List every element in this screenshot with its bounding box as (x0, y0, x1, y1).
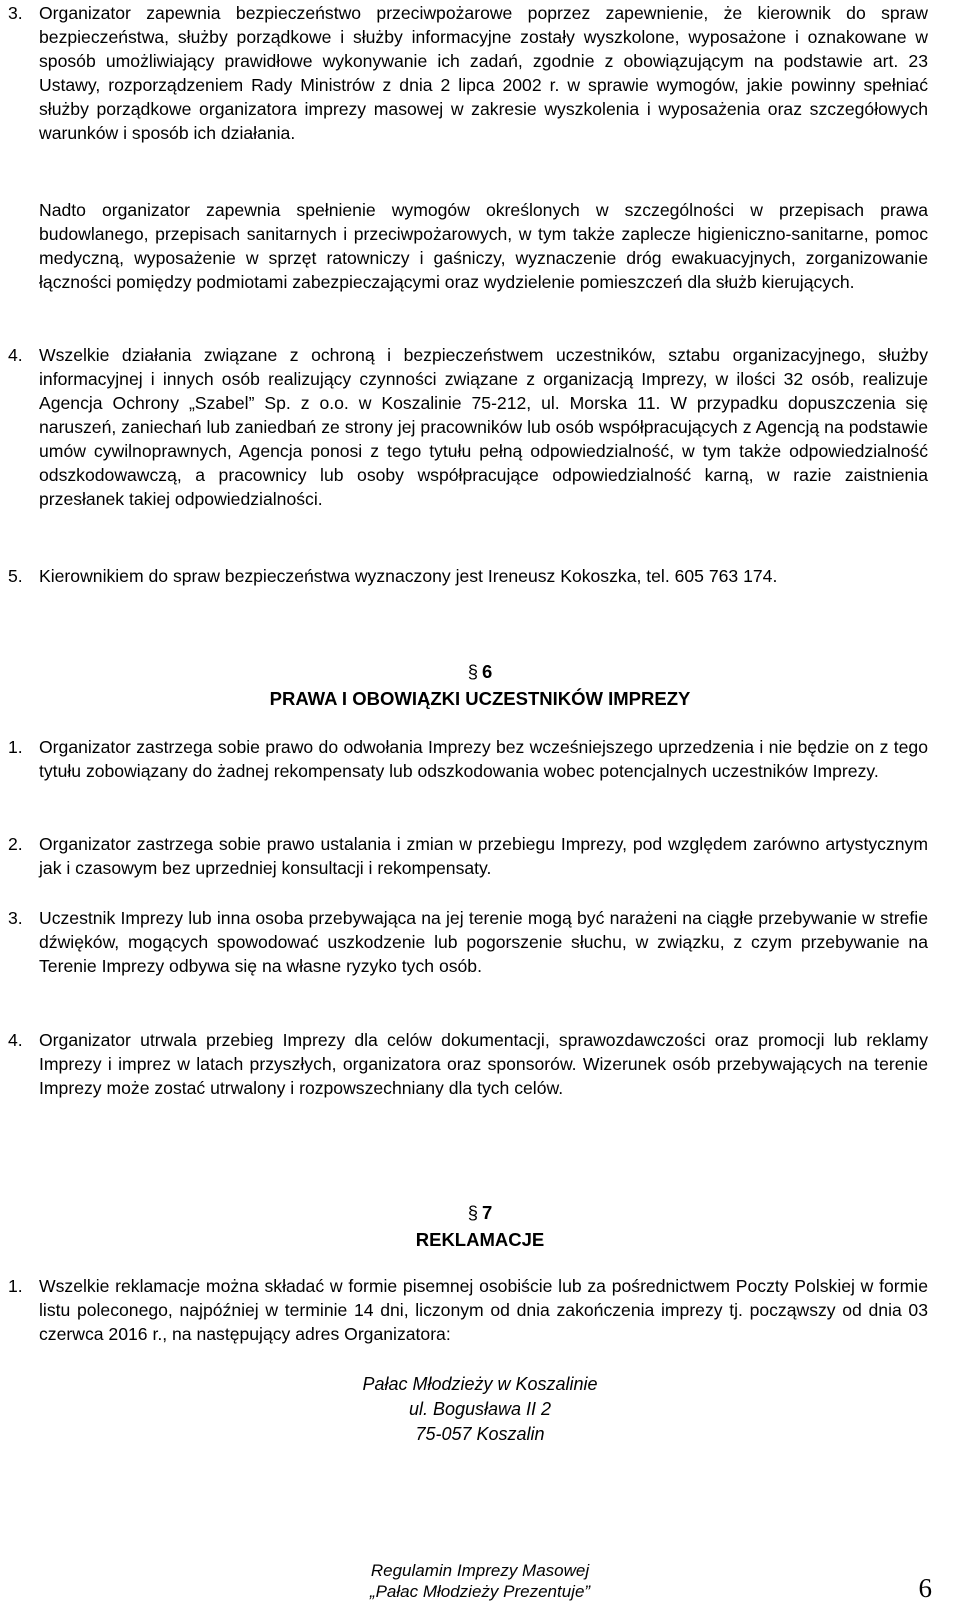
item-text: Kierownikiem do spraw bezpieczeństwa wyznaczony jest Ireneusz Kokoszka, tel. 605 763 174. (39, 566, 778, 586)
item-number: 3. (8, 3, 23, 23)
section-title: REKLAMACJE (415, 1229, 545, 1250)
list-item-3 (8, 1, 928, 145)
address-line: ul. Bogusława II 2 (408, 1399, 552, 1419)
paragraph: Nadto organizator zapewnia spełnienie wymogów określonych w szczególności w przepisach prawa budowlanego, przepisach sanitarnych i przeciwpożarowych, w tym także zaplecze higieniczno-sanitarne, pomoc medyczną, wyposażenie w sprzęt ratowniczy i gaśniczy, wyznaczenie dróg ewakuacyjnych, zorganizowanie łączności pomiędzy podmiotami zabezpieczającymi oraz wydzielenie pomieszczeń dla służb kierujących. (39, 200, 928, 292)
list-item-1 (8, 735, 928, 783)
item-text: Organizator utrwala przebieg Imprezy dla celów dokumentacji, sprawozdawczości oraz promocji lub reklamy Imprezy i imprez w latach przyszłych, organizatora oraz sponsorów. Wizerunek osób przebywających na terenie Imprezy może zostać utrwalony i rozpowszechniany dla tych celów. (39, 1030, 928, 1098)
address-line: 75-057 Koszalin (415, 1424, 545, 1444)
section-mark: § (467, 661, 478, 682)
item-number: 2. (8, 834, 23, 854)
page-number: 6 (918, 1573, 932, 1603)
section-number: 6 (482, 661, 493, 682)
list-item-3 (8, 906, 928, 978)
section-heading-7 (180, 1199, 780, 1253)
item-number: 1. (8, 1276, 23, 1296)
item-number: 4. (8, 345, 23, 365)
page-footer (180, 1560, 780, 1602)
list-item-2 (8, 832, 928, 880)
address-line: Pałac Młodzieży w Koszalinie (362, 1374, 598, 1394)
section-heading-6 (180, 658, 780, 712)
footer-line: „Pałac Młodzieży Prezentuje” (369, 1582, 591, 1601)
footer-line: Regulamin Imprezy Masowej (370, 1561, 590, 1580)
list-item-4 (8, 1028, 928, 1100)
list-item-1 (8, 1274, 928, 1346)
item-text: Organizator zastrzega sobie prawo ustalania i zmian w przebiegu Imprezy, pod względem zarówno artystycznym jak i czasowym bez uprzedniej konsultacji i rekompensaty. (39, 834, 928, 878)
section-title: PRAWA I OBOWIĄZKI UCZESTNIKÓW IMPREZY (269, 688, 691, 709)
item-text: Organizator zapewnia bezpieczeństwo przeciwpożarowe poprzez zapewnienie, że kierownik do spraw bezpieczeństwa, służby porządkowe i służby informacyjne zostały wyszkolone, wyposażone i oznakowane w sposób umożliwiający prawidłowe wykonywanie ich zadań, zgodnie z obowiązującym na podstawie art. 23 Ustawy, rozporządzeniem Rady Ministrów z dnia 2 lipca 2002 r. w sprawie wymogów, jakie powinny spełniać służby porządkowe organizatora imprezy masowej w zakresie wyszkolenia i wyposażenia oraz szczegółowych warunków i sposób ich działania. (39, 3, 928, 143)
section-number: 7 (482, 1202, 493, 1223)
item-number: 4. (8, 1030, 23, 1050)
item-text: Uczestnik Imprezy lub inna osoba przebywająca na jej terenie mogą być narażeni na ciągłe przebywanie w strefie dźwięków, mogących spowodować uszkodzenie lub pogorszenie słuchu, w związku, z czym przebywanie na Terenie Imprezy odbywa się na własne ryzyko tych osób. (39, 908, 928, 976)
item-number: 3. (8, 908, 23, 928)
item-text: Wszelkie reklamacje można składać w formie pisemnej osobiście lub za pośrednictwem Poczty Polskiej w formie listu poleconego, najpóźniej w terminie 14 dni, liczonym od dnia zakończenia imprezy tj. począwszy od dnia 03 czerwca 2016 r., na następujący adres Organizatora: (39, 1276, 928, 1344)
item-number: 5. (8, 566, 23, 586)
list-item-4 (8, 343, 928, 511)
section-mark: § (467, 1202, 478, 1223)
list-item-5 (8, 564, 928, 588)
item-number: 1. (8, 737, 23, 757)
item-text: Wszelkie działania związane z ochroną i bezpieczeństwem uczestników, sztabu organizacyjnego, służby informacyjnej i innych osób realizujący czynności związane z organizacją Imprezy, w ilości 32 osób, realizuje Agencja Ochrony „Szabel” Sp. z o.o. w Koszalinie 75-212, ul. Morska 11. W przypadku dopuszczenia się naruszeń, zaniechań lub zaniedbań ze strony jej pracowników lub osób współpracujących z Agencją na podstawie umów cywilnoprawnych, Agencja ponosi z tego tytułu pełną odpowiedzialność, w tym także odpowiedzialność odszkodowawczą, a pracownicy lub osoby współpracujące odpowiedzialność karną, w razie zaistnienia przesłanek takiej odpowiedzialności. (39, 345, 928, 509)
organizer-address (180, 1372, 780, 1447)
item-text: Organizator zastrzega sobie prawo do odwołania Imprezy bez wcześniejszego uprzedzenia i nie będzie on z tego tytułu zobowiązany do żadnej rekompensaty lub odszkodowania wobec potencjalnych uczestników Imprezy. (39, 737, 928, 781)
